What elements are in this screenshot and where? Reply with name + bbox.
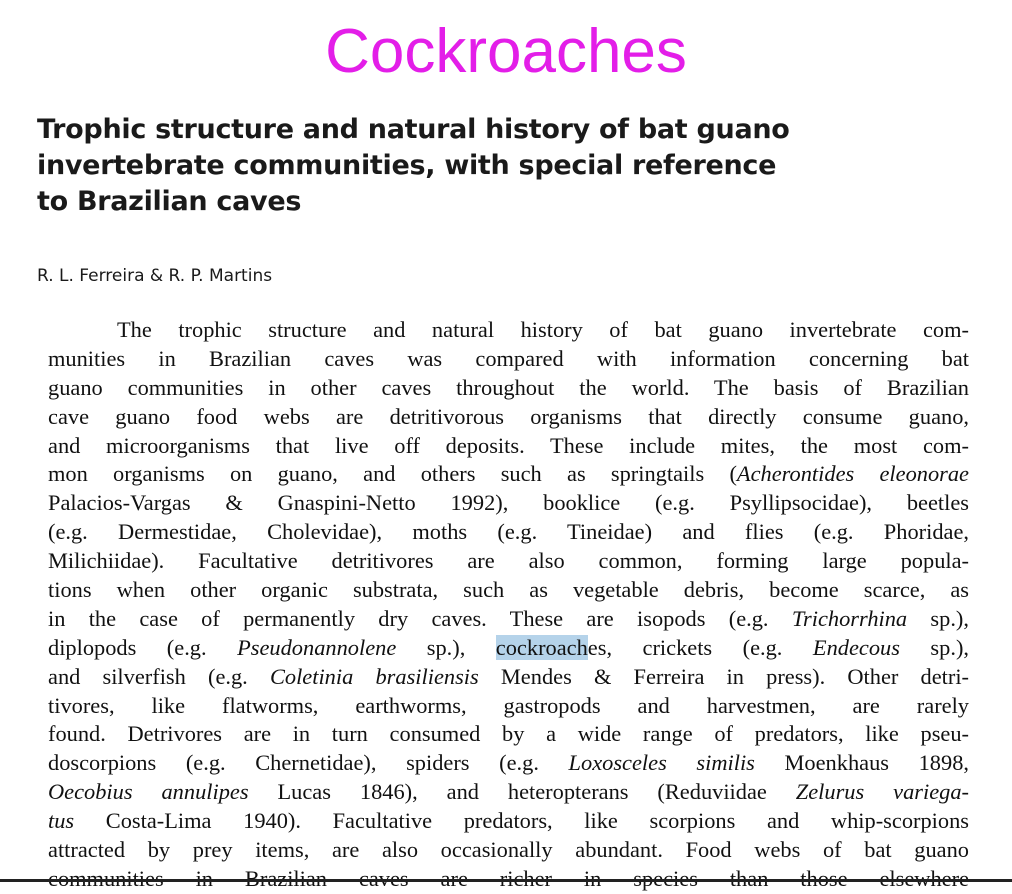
text-line: The trophic structure and natural history of bat guano invertebrate com- xyxy=(117,317,969,342)
text-line: cave guano food webs are detritivorous organisms that directly consume guano, xyxy=(48,403,969,429)
text-line: (e.g. Dermestidae, Cholevidae), moths (e.g. Tineidae) and flies (e.g. Phoridae, xyxy=(48,519,969,545)
paper-title-line: Trophic structure and natural history of bat guano xyxy=(37,114,790,145)
paper-title-line: invertebrate communities, with special reference xyxy=(37,150,777,181)
text-line: Milichiidae). Facultative detritivores are also common, forming large popula- xyxy=(48,548,969,574)
text-line: Palacios-Vargas & Gnaspini-Netto 1992), booklice (e.g. Psyllipsocidae), beetles xyxy=(48,490,969,516)
text-line: and microorganisms that live off deposits. These include mites, the most com- xyxy=(48,432,969,458)
text-line: attracted by prey items, are also occasionally abundant. Food webs of bat guano xyxy=(48,837,969,863)
text-line: diplopods (e.g. Pseudonannolene sp.), cockroaches, crickets (e.g. Endecous sp.), xyxy=(48,634,969,660)
text-line: in the case of permanently dry caves. These are isopods (e.g. Trichorrhina sp.), xyxy=(48,605,969,631)
page-banner-title: Cockroaches xyxy=(325,17,687,86)
text-line: guano communities in other caves throughout the world. The basis of Brazilian xyxy=(48,374,969,400)
text-line: doscorpions (e.g. Chernetidae), spiders (e.g. Loxosceles similis Moenkhaus 1898, xyxy=(48,750,969,776)
text-line: found. Detrivores are in turn consumed by a wide range of predators, like pseu- xyxy=(48,721,969,747)
text-line: Oecobius annulipes Lucas 1846), and heteropterans (Reduviidae Zelurus variega- xyxy=(48,779,969,805)
search-highlight[interactable]: cockroach xyxy=(495,634,588,660)
text-line: tivores, like flatworms, earthworms, gastropods and harvestmen, are rarely xyxy=(48,692,969,718)
text-line: and silverfish (e.g. Coletinia brasiliensis Mendes & Ferreira in press). Other detri- xyxy=(48,663,970,689)
text-line: tus Costa-Lima 1940). Facultative predators, like scorpions and whip-scorpions xyxy=(48,808,969,834)
paper-title-line: to Brazilian caves xyxy=(37,186,302,217)
text-line: tions when other organic substrata, such as vegetable debris, become scarce, as xyxy=(48,577,969,603)
abstract-paragraph xyxy=(48,316,969,894)
paper-authors: R. L. Ferreira & R. P. Martins xyxy=(37,266,273,286)
text-line: mon organisms on guano, and others such as springtails (Acherontides eleonorae xyxy=(48,461,969,487)
text-line: munities in Brazilian caves was compared with information concerning bat xyxy=(48,345,969,371)
paper-title xyxy=(37,112,797,220)
